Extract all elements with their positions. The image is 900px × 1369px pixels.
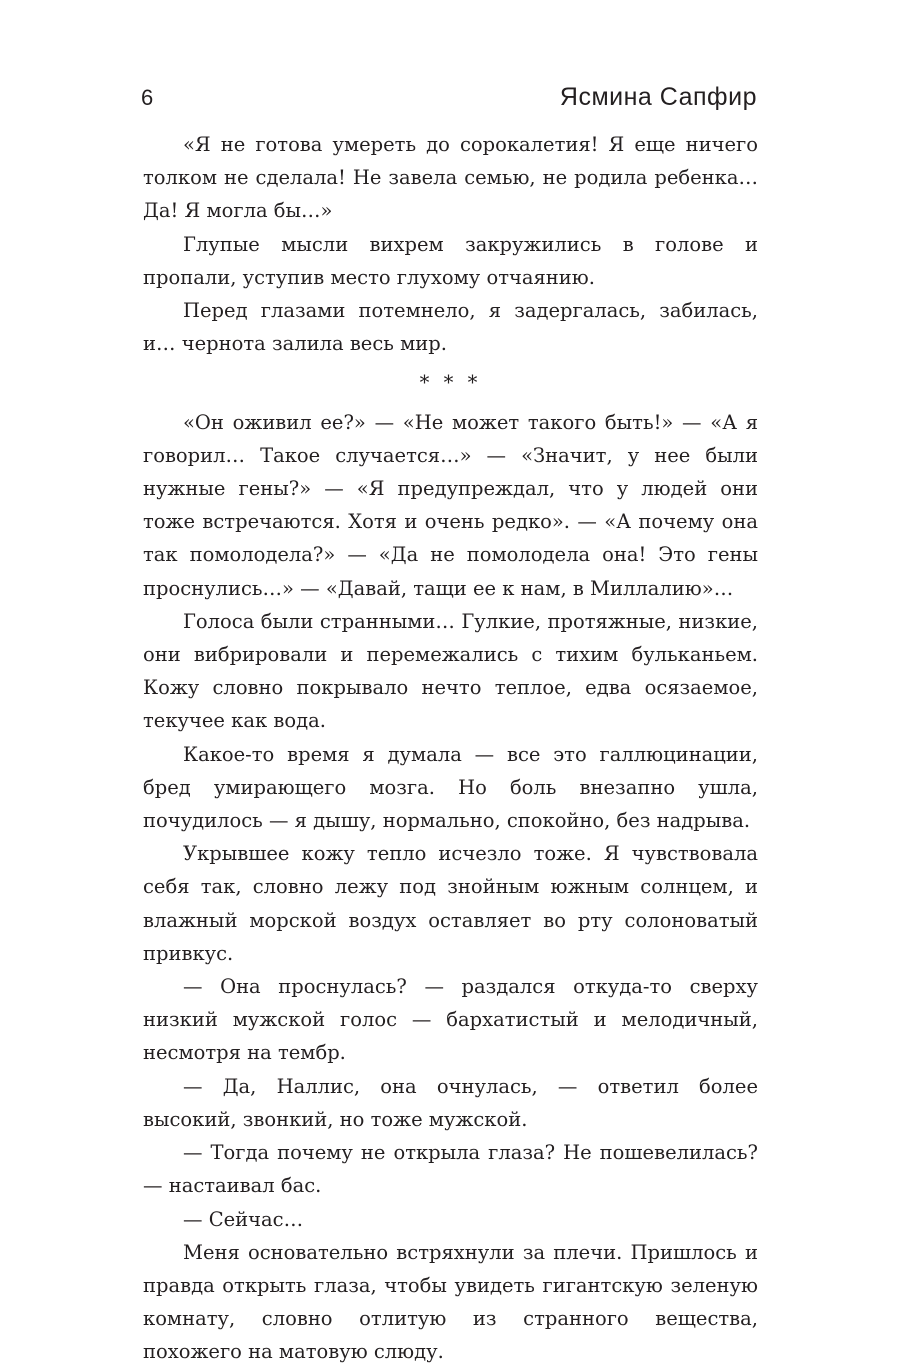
paragraph: — Да, Наллис, она очнулась, — ответил более высокий, звонкий, но тоже мужской. xyxy=(143,1074,758,1131)
scene-separator: * * * xyxy=(419,371,482,395)
paragraph: Глупые мысли вихрем закружились в голове и пропали, уступив место глухому отчаянию. xyxy=(143,232,758,289)
paragraph: — Сейчас… xyxy=(183,1207,304,1231)
paragraph: Голоса были странными… Гулкие, протяжные, низкие, они вибрировали и перемежались с тихим бульканьем. Кожу словно покрывало нечто теплое, едва осязаемое, текучее как вода. xyxy=(143,609,758,733)
paragraph: Меня основательно встряхнули за плечи. Пришлось и правда открыть глаза, чтобы увидеть гигантскую зеленую комнату, словно отлитую из странного вещества, похожего на матовую слюду. xyxy=(143,1240,758,1364)
running-head-author: Ясмина Сапфир xyxy=(559,83,757,111)
paragraph: «Он оживил ее?» — «Не может такого быть!» — «А я говорил… Такое случается…» — «Значит, у нее были нужные гены?» — «Я предупреждал, что у людей они тоже встречаются. Хотя и очень редко». — «А почему она так помолодела?» — «Да не помолодела она! Это гены проснулись…» — «Давай, тащи ее к нам, в Миллалию»… xyxy=(143,410,758,600)
paragraph: Перед глазами потемнело, я задергалась, забилась, и… чернота залила весь мир. xyxy=(143,299,758,356)
page-number: 6 xyxy=(141,85,154,110)
body-text xyxy=(143,128,758,1369)
paragraph: — Она проснулась? — раздался откуда-то сверху низкий мужской голос — бархатистый и мелодичный, несмотря на тембр. xyxy=(143,975,758,1065)
paragraph: — Тогда почему не открыла глаза? Не пошевелилась? — настаивал бас. xyxy=(143,1141,758,1198)
paragraph: Укрывшее кожу тепло исчезло тоже. Я чувствовала себя так, словно лежу под знойным южным солнцем, и влажный морской воздух оставляет во рту солоноватый привкус. xyxy=(143,842,758,965)
paragraph: «Я не готова умереть до сорокалетия! Я еще ничего толком не сделала! Не завела семью, не родила ребенка… Да! Я могла бы…» xyxy=(143,133,758,223)
paragraph: Какое-то время я думала — все это галлюцинации, бред умирающего мозга. Но боль внезапно ушла, почудилось — я дышу, нормально, спокойно, без надрыва. xyxy=(143,742,758,833)
